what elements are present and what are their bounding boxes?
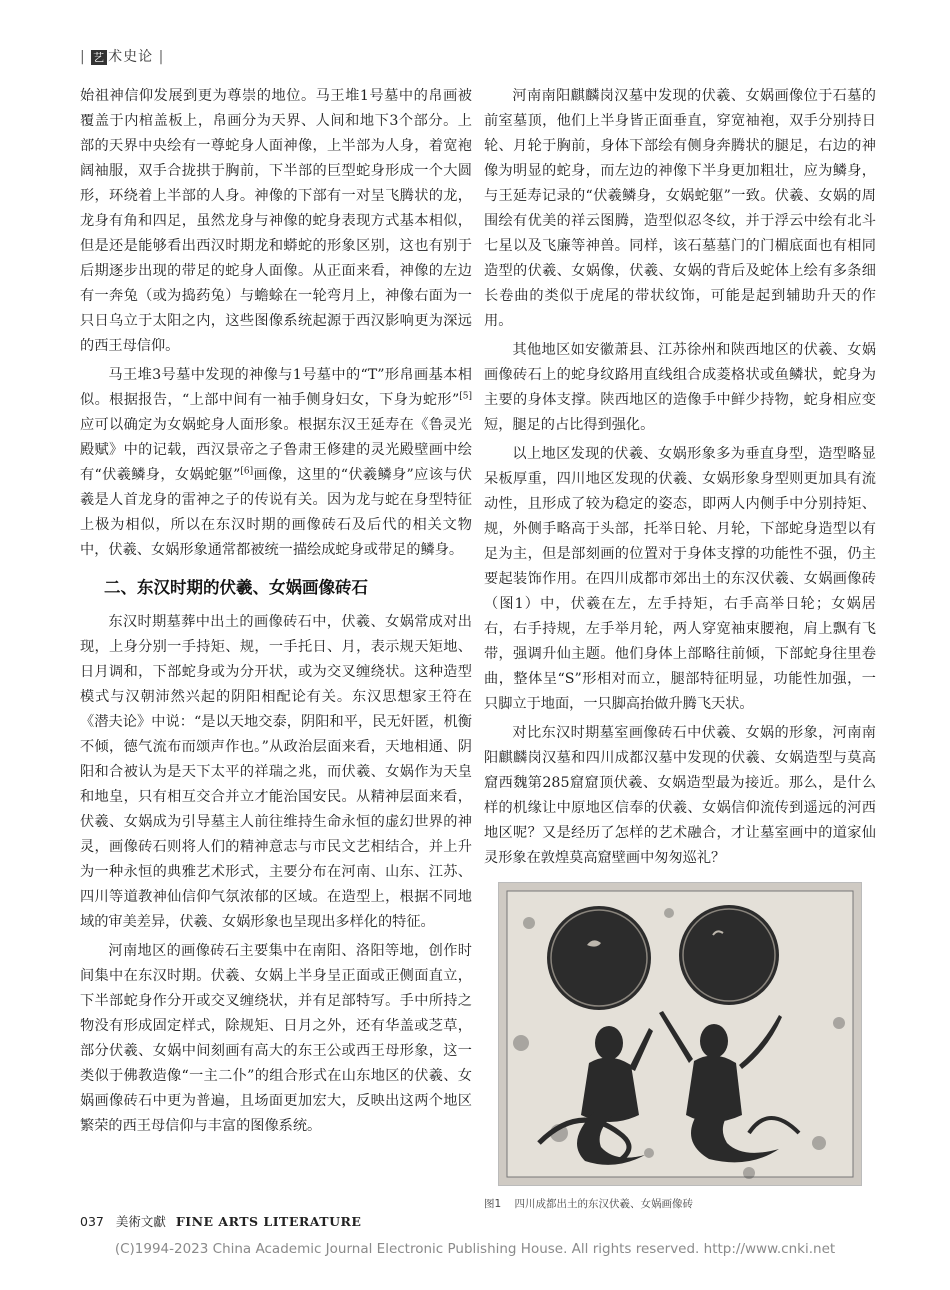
moon-disc	[679, 905, 779, 1005]
journal-section-header	[80, 46, 164, 66]
paragraph-text: 画像，这里的“伏羲鳞身”应该与伏羲是人首龙身的雷神之子的传说有关。因为龙与蛇在身型特征上极为相似，所以在东汉时期的画像砖石及后代的相关文物中，伏羲、女娲形象通常都被统一描绘成蛇身或带足的鳞身。	[80, 467, 472, 558]
page-number: 037	[80, 1214, 104, 1229]
paragraph: 东汉时期墓葬中出土的画像砖石中，伏羲、女娲常成对出现，上身分别一手持矩、规，一手托日、月，表示规天矩地、日月调和，下部蛇身或为分开状，或为交叉缠绕状。这种造型模式与汉朝沛然兴起的阴阳相配论有关。东汉思想家王符在《潜夫论》中说：“是以天地交泰，阴阳和平，民无奸匿，机衡不倾，德气流布而颂声作也。”从政治层面来看，天地相通、阴阳和合被认为是天下太平的祥瑞之兆，而伏羲、女娲作为天皇和地皇，只有相互交合并立才能治国安民。从精神层面来看，伏羲、女娲成为引导墓主人前往维持生命永恒的虚幻世界的神灵，画像砖石则将人们的精神意志与市民文艺相结合，并上升为一种永恒的典雅艺术形式，主要分布在河南、山东、江苏、四川等道教神仙信仰气氛浓郁的区域。在造型上，根据不同地域的审美差异，伏羲、女娲形象也呈现出多样化的特征。	[80, 614, 472, 930]
section-name: 术史论	[108, 49, 154, 65]
paragraph-text: 马王堆3号墓中发现的神像与1号墓中的“T”形帛画基本相似。根据报告，“上部中间有一袖手侧身妇女，下身为蛇形”	[80, 367, 472, 408]
journal-name-en: FINE ARTS LITERATURE	[175, 1214, 362, 1229]
header-bar-left: |	[80, 49, 86, 65]
figure-caption-text: 四川成都出土的东汉伏羲、女娲画像砖	[514, 1198, 694, 1210]
paragraph: 对比东汉时期墓室画像砖石中伏羲、女娲的形象，河南南阳麒麟岗汉墓和四川成都汉墓中发现的伏羲、女娲造型与莫高窟西魏第285窟窟顶伏羲、女娲造型最为接近。那么，是什么样的机缘让中原地区信奉的伏羲、女娲信仰流传到遥远的河西地区呢？又是经历了怎样的艺术融合，才让墓室画中的道家仙灵形象在敦煌莫高窟壁画中匆匆巡礼？	[484, 725, 876, 866]
figure-caption	[484, 1196, 693, 1211]
right-column	[484, 84, 876, 875]
reference-mark: [6]	[240, 466, 254, 477]
section-logo-char: 艺	[93, 51, 106, 64]
section-heading: 二、东汉时期的伏羲、女娲画像砖石	[104, 578, 368, 597]
paragraph: 始祖神信仰发展到更为尊崇的地位。马王堆1号墓中的帛画被覆盖于内棺盖板上，帛画分为天界、人间和地下3个部分。上部的天界中央绘有一尊蛇身人面神像，上半部为人身，着宽袍阔袖服，双手合拢拱于胸前，下半部的巨型蛇身形成一个大圆形，环绕着上半部的人身。神像的下部有一对呈飞腾状的龙，龙身有角和四足，虽然龙身与神像的蛇身表现方式基本相似，但是还是能够看出西汉时期龙和蟒蛇的形象区别，这也有别于后期逐步出现的带足的蛇身人面像。从正面来看，神像的左边有一奔兔（或为捣药兔）与蟾蜍在一轮弯月上，神像右面为一只日乌立于太阳之内，这些图像系统起源于西汉影响更为深远的西王母信仰。	[80, 88, 472, 354]
paragraph: 以上地区发现的伏羲、女娲形象多为垂直身型，造型略显呆板厚重，四川地区发现的伏羲、女娲形象身型则更加具有流动性，且形成了较为稳定的姿态，即两人内侧手中分别持矩、规，外侧手略高于头部，托举日轮、月轮，下部蛇身造型以有足为主，但是部刻画的位置对于身体支撑的功能性不强，仍主要起装饰作用。在四川成都市郊出土的东汉伏羲、女娲画像砖（图1）中，伏羲在左，左手持矩，右手高举日轮；女娲居右，右手持规，左手举月轮，两人穿宽袖束腰袍，肩上飘有飞带，强调升仙主题。他们身体上部略往前倾，下部蛇身往里卷曲，整体呈“S”形相对而立，腿部特征明显，功能性加强，一只脚立于地面，一只脚高抬做升腾飞天状。	[484, 446, 876, 712]
paragraph	[80, 363, 472, 563]
header-bar-right: |	[158, 49, 165, 65]
reference-mark: [5]	[459, 391, 472, 402]
left-column	[80, 84, 472, 1143]
paragraph: 其他地区如安徽萧县、江苏徐州和陕西地区的伏羲、女娲画像砖石上的蛇身纹路用直线组合成菱格状或鱼鳞状，蛇身为主要的身体支撑。陕西地区的造像手中鲜少持物，蛇身相应变短，腿足的占比得到强化。	[484, 342, 876, 433]
paragraph: 河南地区的画像砖石主要集中在南阳、洛阳等地，创作时间集中在东汉时期。伏羲、女娲上半身呈正面或正侧面直立，下半部蛇身作分开或交叉缠绕状，并有足部特写。手中所持之物没有形成固定样式，除规矩、日月之外，还有华盖或芝草，部分伏羲、女娲中间刻画有高大的东王公或西王母形象，这一类似于佛教造像“一主二仆”的组合形式在山东地区的伏羲、女娲画像砖石中更为普遍，且场面更加宏大，反映出这两个地区繁荣的西王母信仰与丰富的图像系统。	[80, 943, 472, 1134]
figure-number: 图1	[484, 1198, 502, 1210]
copyright-notice: (C)1994-2023 China Academic Journal Electronic Publishing House. All rights reserved. http://www.cnki.net	[114, 1241, 836, 1257]
figure-rubbing-image	[498, 882, 862, 1186]
paragraph-text: 应可以确定为女娲蛇身人面形象。根据东汉王延寿在《鲁灵光殿赋》中的记载，西汉景帝之子鲁肃王修建的灵光殿壁画中绘有“伏羲鳞身，女娲蛇躯”	[80, 417, 472, 483]
sun-disc	[547, 906, 651, 1010]
journal-name-cn: 美術文獻	[115, 1214, 166, 1229]
page-footer	[80, 1212, 361, 1230]
paragraph: 河南南阳麒麟岗汉墓中发现的伏羲、女娲画像位于石墓的前室墓顶，他们上半身皆正面垂直，穿宽袖袍，双手分别持日轮、月轮于胸前，身体下部绘有侧身奔腾状的腿足，右边的神像为明显的蛇身，而左边的神像下半身更加粗壮，应为鳞身，与王延寿记录的“伏羲鳞身，女娲蛇躯”一致。伏羲、女娲的周围绘有优美的祥云图腾，造型似忍冬纹，并于浮云中绘有北斗七星以及飞廉等神兽。同样，该石墓墓门的门楣底面也有相同造型的伏羲、女娲像，伏羲、女娲的背后及蛇体上绘有多条细长卷曲的类似于虎尾的带状纹饰，可能是起到辅助升天的作用。	[484, 88, 876, 329]
rubbing-illustration	[499, 883, 861, 1185]
